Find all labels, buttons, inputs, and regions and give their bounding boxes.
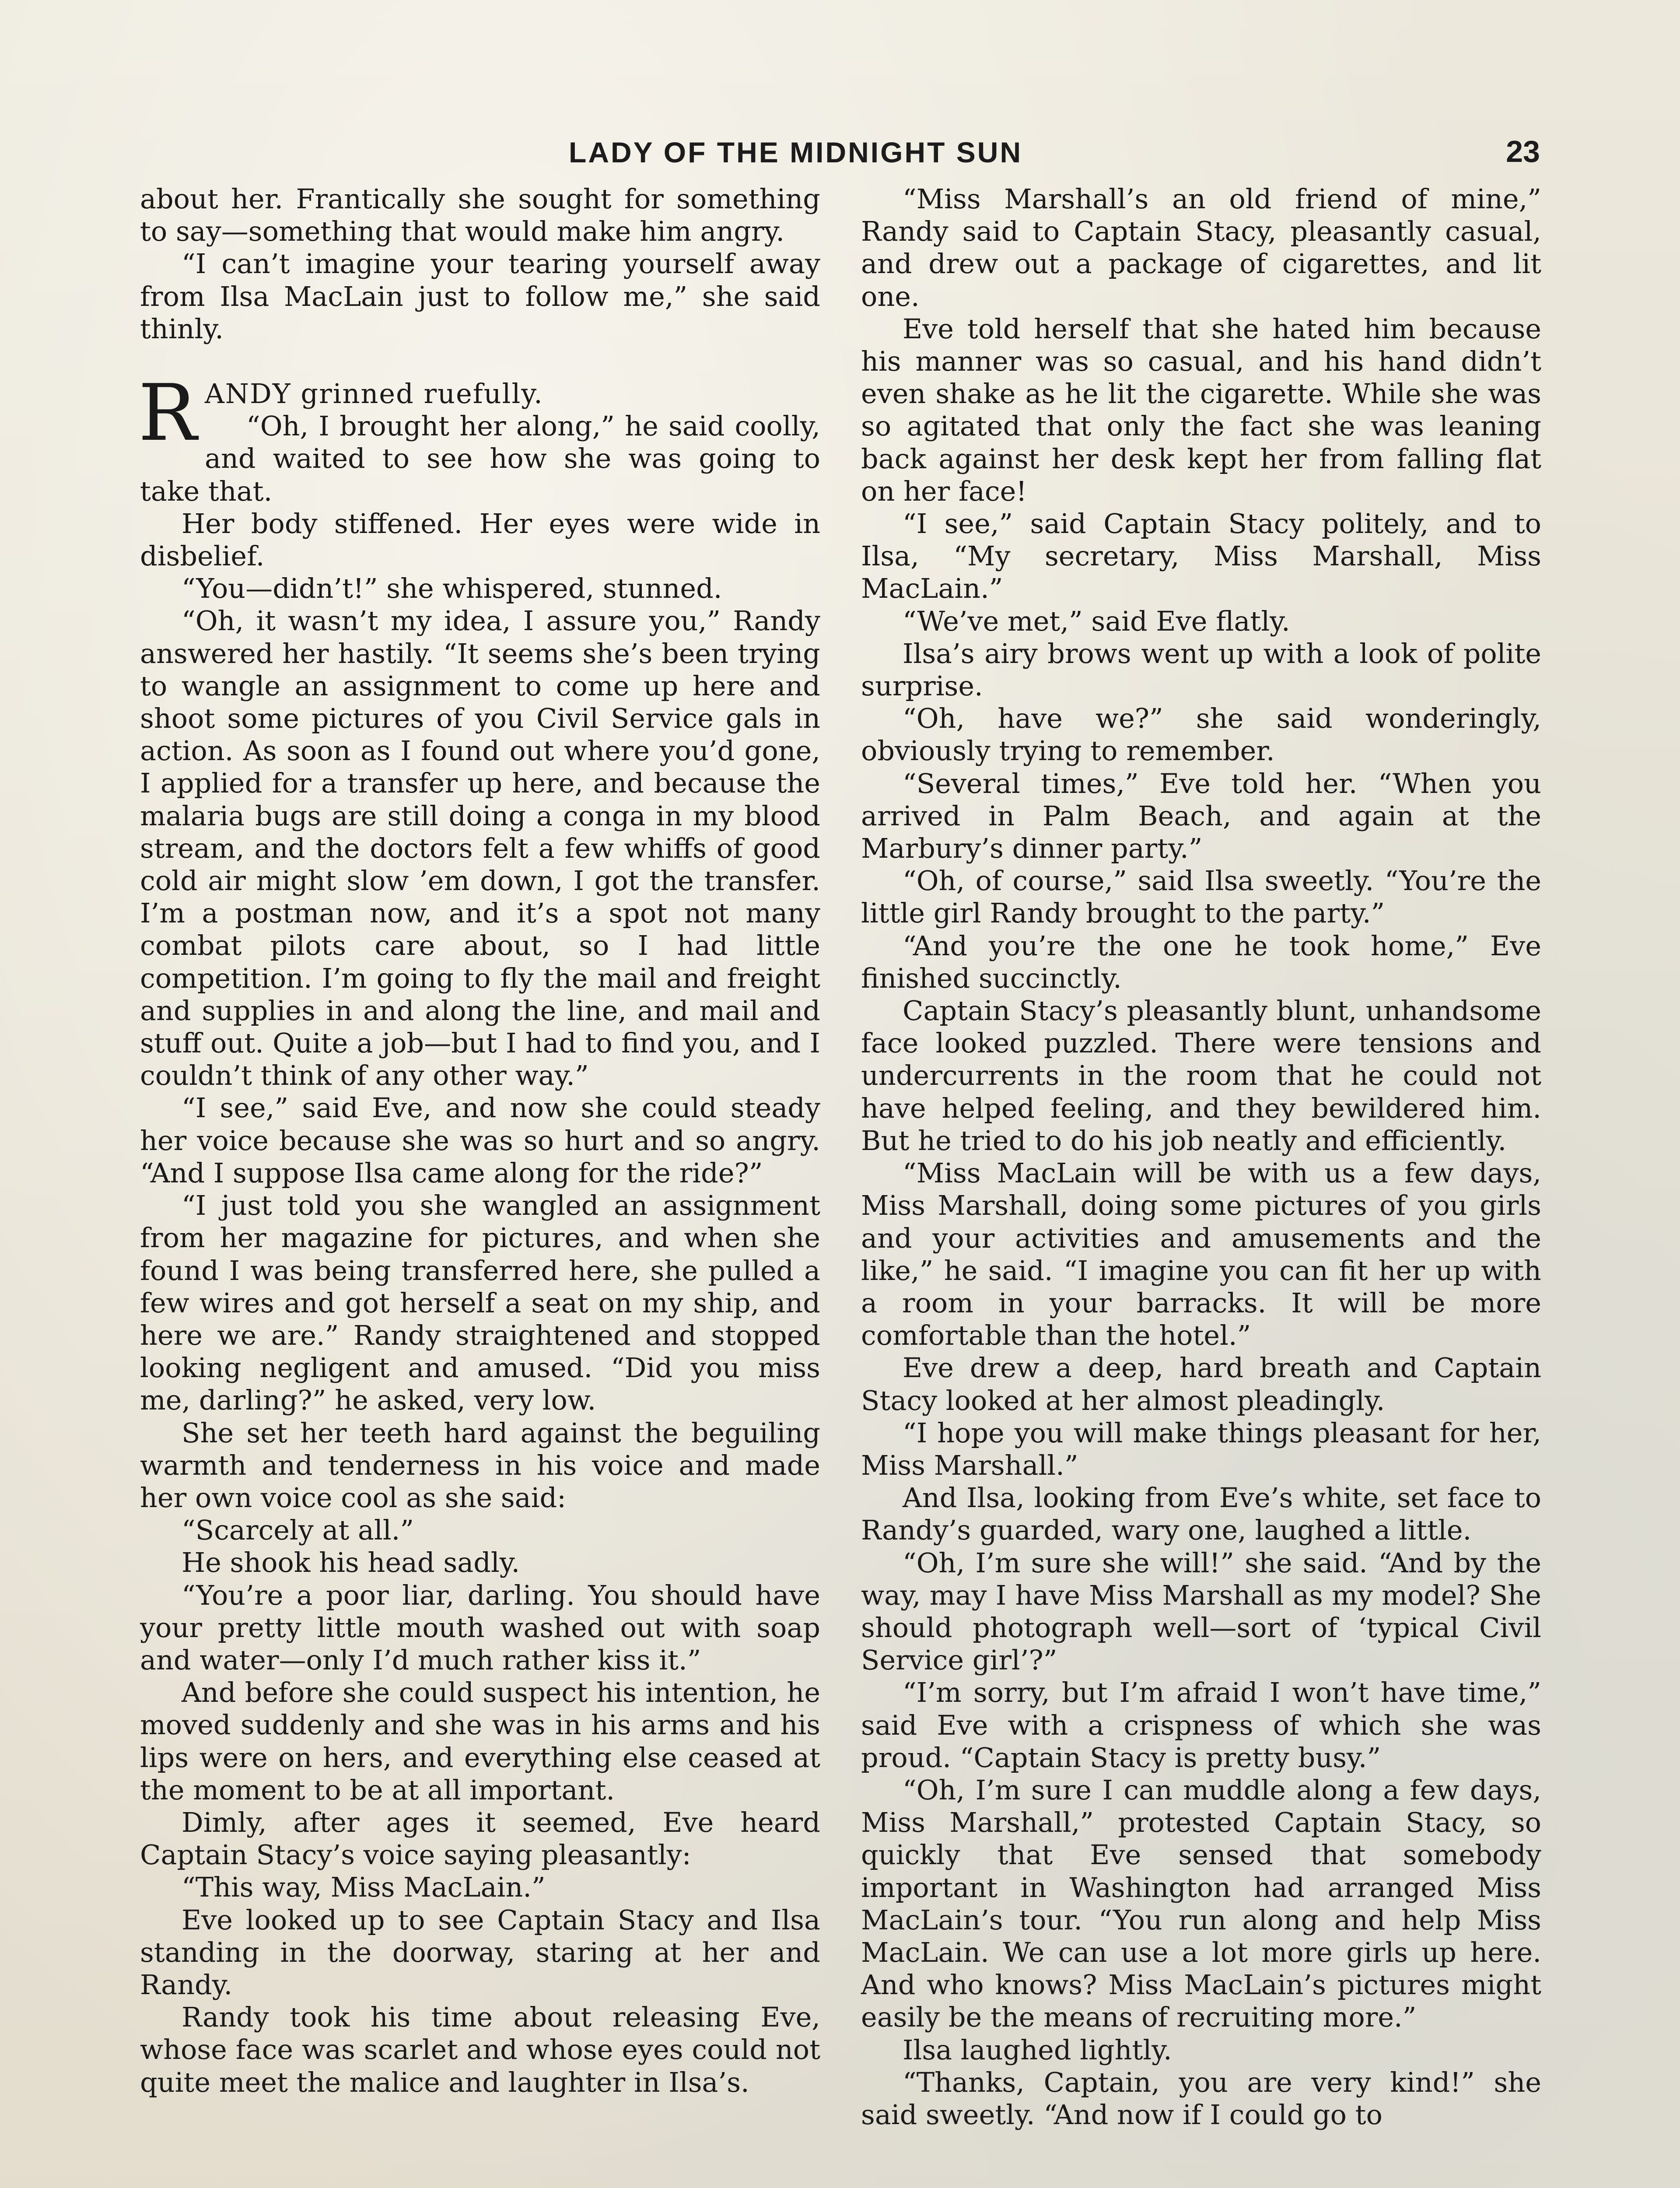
paragraph: “Oh, I’m sure she will!” she said. “And by the way, may I have Miss Marshall as my model? She should photograph well—sort of ‘typical Civil Service girl’?” — [861, 1546, 1541, 1676]
paragraph: Captain Stacy’s pleasantly blunt, unhandsome face looked puzzled. There were tensions and undercurrents in the room that he could not have helped feeling, and they bewildered him. But he tried to do his job neatly and efficiently. — [861, 995, 1541, 1157]
paragraph: “Oh, I’m sure I can muddle along a few days, Miss Marshall,” protested Captain Stacy, so quickly that Eve sensed that somebody important in Washington had arranged Miss MacLain’s tour. “You run along and help Miss MacLain. We can use a lot more girls up here. And who knows? Miss MacLain’s pictures might easily be the means of recruiting more.” — [861, 1774, 1541, 2034]
paragraph: “I see,” said Captain Stacy politely, and to Ilsa, “My secretary, Miss Marshall, Miss MacLain.” — [861, 508, 1541, 605]
paragraph: Dimly, after ages it seemed, Eve heard Captain Stacy’s voice saying pleasantly: — [140, 1806, 820, 1871]
paragraph: Ilsa laughed lightly. — [903, 2034, 1172, 2066]
page-number: 23 — [1506, 134, 1540, 168]
paragraph: “I can’t imagine your tearing yourself away from Ilsa MacLain just to follow me,” she said thinly. — [140, 248, 820, 345]
paragraph: “We’ve met,” said Eve flatly. — [903, 605, 1290, 637]
paragraph: “Thanks, Captain, you are very kind!” she said sweetly. “And now if I could go to — [861, 2066, 1541, 2131]
drop-cap-letter: R — [138, 368, 197, 459]
paragraph: She set her teeth hard against the beguiling warmth and tenderness in his voice and made her own voice cool as she said: — [140, 1417, 820, 1514]
paragraph: He shook his head sadly. — [182, 1546, 520, 1579]
paragraph: And Ilsa, looking from Eve’s white, set face to Randy’s guarded, wary one, laughed a little. — [861, 1482, 1541, 1546]
paragraph: about her. Frantically she sought for something to say—something that would make him angry. — [140, 183, 820, 248]
paragraph: “Miss MacLain will be with us a few days, Miss Marshall, doing some pictures of you girls and your activities and amusements and the like,” he said. “I imagine you can fit her up with a room in your barracks. It will be more comfortable than the hotel.” — [861, 1157, 1541, 1352]
paragraph: “This way, Miss MacLain.” — [182, 1871, 546, 1904]
paragraph-text: ANDY grinned ruefully. — [205, 378, 543, 410]
paragraph: And before she could suspect his intention, he moved suddenly and she was in his arms and his lips were on hers, and everything else ceased at the moment to be at all important. — [140, 1676, 820, 1806]
paragraph: “I hope you will make things pleasant for her, Miss Marshall.” — [861, 1417, 1541, 1481]
paragraph: Ilsa’s airy brows went up with a look of polite surprise. — [861, 637, 1541, 702]
running-title: LADY OF THE MIDNIGHT SUN — [569, 136, 1023, 168]
paragraph: Eve drew a deep, hard breath and Captain Stacy looked at her almost pleadingly. — [861, 1352, 1541, 1417]
paragraph: “Several times,” Eve told her. “When you arrived in Palm Beach, and again at the Marbury’s dinner party.” — [861, 767, 1541, 865]
paragraph: Eve told herself that she hated him because his manner was so casual, and his hand didn’t even shake as he lit the cigarette. While she was so agitated that only the fact she was leaning back against her desk kept her from falling flat on her face! — [861, 312, 1541, 507]
paragraph: “You—didn’t!” she whispered, stunned. — [182, 572, 722, 605]
paragraph: “Scarcely at all.” — [182, 1514, 414, 1546]
paragraph: “Oh, it wasn’t my idea, I assure you,” Randy answered her hastily. “It seems she’s been trying to wangle an assignment to come up here and shoot some pictures of you Civil Service gals in action. As soon as I found out where you’d gone, I applied for a transfer up here, and because the malaria bugs are still doing a conga in my blood stream, and the doctors felt a few whiffs of good cold air might slow ’em down, I got the transfer. I’m a postman now, and it’s a spot not many combat pilots care about, so I had little competition. I’m going to fly the mail and freight and supplies in and along the line, and mail and stuff out. Quite a job—but I had to find you, and I couldn’t think of any other way.” — [140, 605, 820, 1092]
paragraph: “Miss Marshall’s an old friend of mine,” Randy said to Captain Stacy, pleasantly casual, and drew out a package of cigarettes, and lit one. — [861, 183, 1541, 312]
paragraph: “You’re a poor liar, darling. You should have your pretty little mouth washed out with soap and water—only I’d much rather kiss it.” — [140, 1579, 820, 1676]
paragraph: “Oh, have we?” she said wonderingly, obviously trying to remember. — [861, 702, 1541, 767]
paragraph: “I see,” said Eve, and now she could steady her voice because she was so hurt and so angry. “And I suppose Ilsa came along for the ride?” — [140, 1092, 820, 1189]
paragraph: Eve looked up to see Captain Stacy and Ilsa standing in the doorway, staring at her and Randy. — [140, 1904, 820, 2001]
paragraph: “I just told you she wangled an assignment from her magazine for pictures, and when she found I was being transferred here, she pulled a few wires and got herself a seat on my ship, and here we are.” Randy straightened and stopped looking negligent and amused. “Did you miss me, darling?” he asked, very low. — [140, 1189, 820, 1417]
right-column — [861, 183, 1541, 2131]
paragraph: Randy took his time about releasing Eve, whose face was scarlet and whose eyes could not quite meet the malice and laughter in Ilsa’s. — [140, 2001, 820, 2098]
left-column — [140, 183, 820, 2099]
paragraph: “And you’re the one he took home,” Eve finished succinctly. — [861, 929, 1541, 994]
paragraph: “Oh, of course,” said Ilsa sweetly. “You’re the little girl Randy brought to the party.” — [861, 865, 1541, 929]
paragraph: “Oh, I brought her along,” he said coolly, and waited to see how she was going to take that. — [140, 410, 820, 507]
paragraph: Her body stiffened. Her eyes were wide in disbelief. — [140, 507, 820, 572]
paragraph: “I’m sorry, but I’m afraid I won’t have time,” said Eve with a crispness of which she was proud. “Captain Stacy is pretty busy.” — [861, 1676, 1541, 1774]
